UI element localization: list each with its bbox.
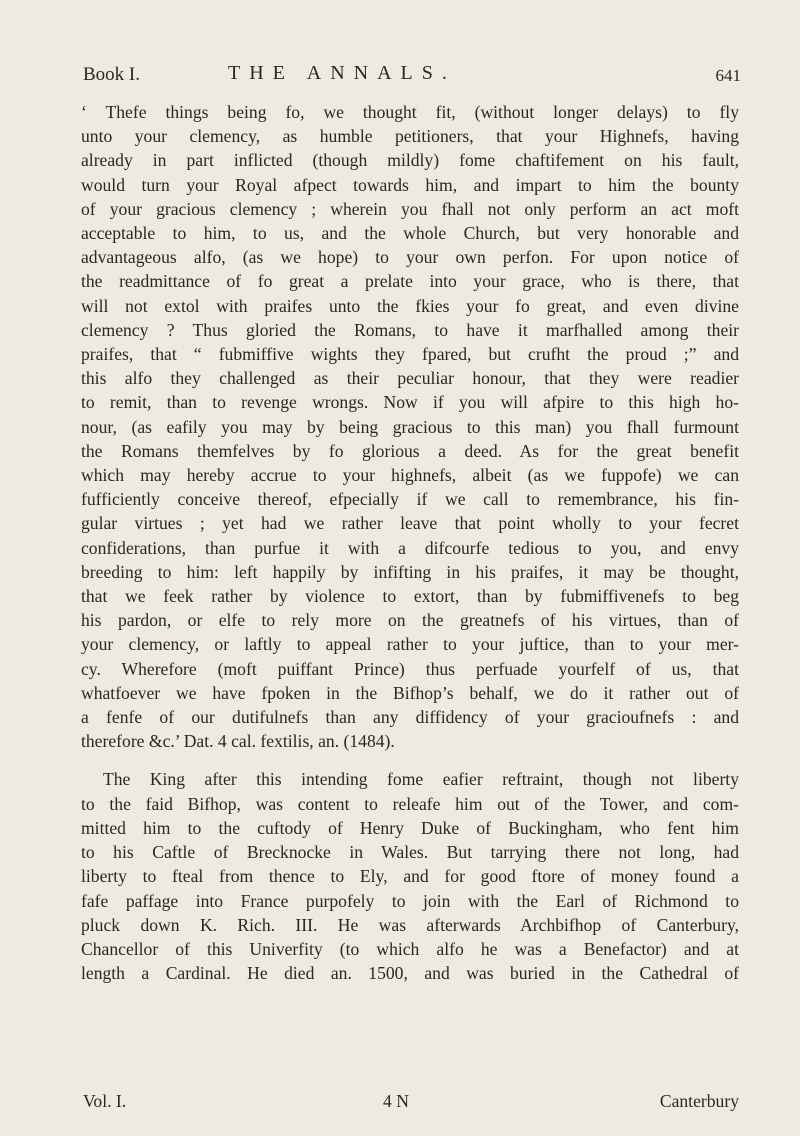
text-line: a fenfe of our dutifulnefs than any diffidency of your gracioufnefs : and [81, 707, 739, 728]
text-line: whatfoever we have fpoken in the Bifhop’s behalf, we do it rather out of [81, 682, 739, 703]
text-line: Chancellor of this Univerfity (to which alfo he was a Benefactor) and at [81, 938, 739, 959]
text-line: your clemency, or laftly to appeal rather to your juftice, than to your mer- [81, 634, 739, 655]
text-line: clemency ? Thus gloried the Romans, to have it marfhalled among their [81, 319, 739, 340]
text-line: therefore &c.’ Dat. 4 cal. fextilis, an. (1484). [81, 731, 395, 752]
signature-mark: 4 N [383, 1091, 409, 1111]
running-title: THE ANNALS. [228, 62, 456, 84]
page-number: 641 [715, 66, 741, 85]
text-line: fafe paffage into France purpofely to join with the Earl of Richmond to [81, 890, 739, 911]
text-line: would turn your Royal afpect towards him, and impart to him the bounty [81, 174, 739, 195]
text-line: unto your clemency, as humble petitioners, that your Highnefs, having [81, 126, 739, 147]
text-line: nour, (as eafily you may by being gracious to this man) you fhall furmount [81, 416, 739, 437]
text-line: which may hereby accrue to your highnefs, albeit (as we fuppofe) we can [81, 465, 739, 486]
text-line: ‘ Thefe things being fo, we thought fit, (without longer delays) to fly [81, 102, 739, 122]
text-line: The King after this intending fome eafier reftraint, though not liberty [103, 769, 739, 790]
text-line: acceptable to him, to us, and the whole Church, but very honorable and [81, 223, 739, 244]
catchword: Canterbury [659, 1091, 739, 1111]
volume-label: Vol. I. [83, 1091, 127, 1111]
text-line: gular virtues ; yet had we rather leave that point wholly to your fecret [81, 513, 739, 534]
paragraph-letter [81, 100, 739, 753]
body-text [81, 100, 739, 985]
text-line: liberty to fteal from thence to Ely, and for good ftore of money found a [81, 866, 739, 887]
paragraph-narrative [81, 767, 739, 985]
text-line: this alfo they challenged as their peculiar honour, that they were readier [81, 368, 739, 389]
text-line: praifes, that “ fubmiffive wights they fpared, but crufht the proud ;” and [81, 344, 739, 365]
text-line: advantageous alfo, (as we hope) to your own perfon. For upon notice of [81, 247, 739, 268]
text-line: of your gracious clemency ; wherein you fhall not only perform an act moft [81, 198, 739, 219]
text-line: already in part inflicted (though mildly) fome chaftifement on his fault, [81, 150, 739, 171]
text-line: confiderations, than purfue it with a difcourfe tedious to you, and envy [81, 537, 739, 558]
text-line: the Romans themfelves by fo glorious a deed. As for the great benefit [81, 440, 739, 461]
text-line: to the faid Bifhop, was content to releafe him out of the Tower, and com- [81, 793, 739, 814]
text-line: his pardon, or elfe to rely more on the greatnefs of his virtues, than of [81, 610, 739, 631]
text-line: pluck down K. Rich. III. He was afterwards Archbifhop of Canterbury, [81, 914, 739, 935]
text-line: breeding to him: left happily by infifting in his praifes, it may be thought, [81, 561, 739, 582]
running-header [83, 62, 741, 90]
text-line: to remit, than to revenge wrongs. Now if you will afpire to this high ho- [81, 392, 739, 413]
book-number: Book I. [83, 64, 140, 85]
text-line: that we feek rather by violence to extort, than by fubmiffivenefs to beg [81, 586, 739, 607]
text-line: to his Caftle of Brecknocke in Wales. But tarrying there not long, had [81, 842, 739, 863]
page-footer [83, 1091, 739, 1115]
text-line: will not extol with praifes unto the fkies your fo great, and even divine [81, 295, 739, 316]
text-line: the readmittance of fo great a prelate into your grace, who is there, that [81, 271, 739, 292]
text-line: fufficiently conceive thereof, efpecially if we call to remembrance, his fin- [81, 489, 739, 510]
text-line: length a Cardinal. He died an. 1500, and was buried in the Cathedral of [81, 963, 739, 984]
text-line: cy. Wherefore (moft puiffant Prince) thus perfuade yourfelf of us, that [81, 658, 739, 679]
text-line: mitted him to the cuftody of Henry Duke of Buckingham, who fent him [81, 817, 739, 838]
